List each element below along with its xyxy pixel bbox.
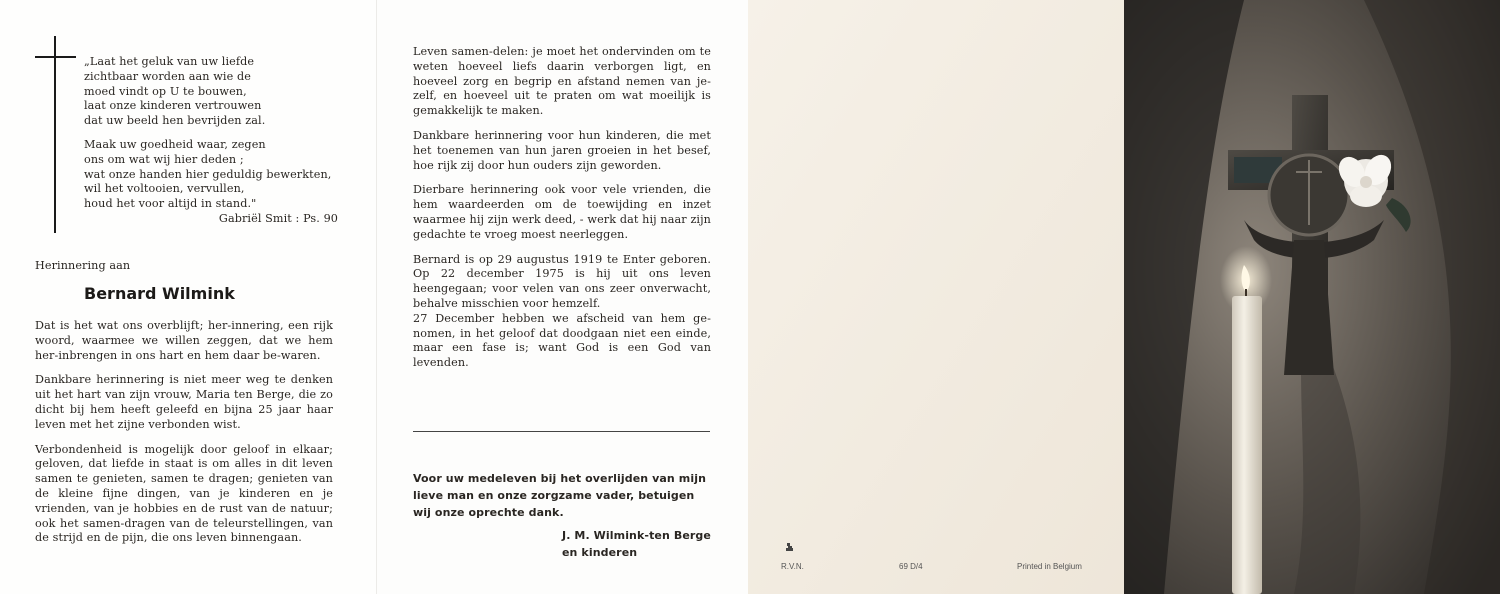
bio-paragraph: 27 December hebben we afscheid van hem ge-nomen, in het geloof dat doodgaan niet een einde, maar een fase is; want God is een God van levenden. [413, 311, 711, 370]
thanks-text: Voor uw medeleven bij het overlijden van mijn lieve man en onze zorgzame vader, betuigen wij onze oprechte dank. [413, 472, 707, 519]
left-page [0, 0, 376, 594]
poem-line: wil het voltooien, vervullen, [84, 182, 245, 196]
publisher-logo-icon [785, 542, 794, 552]
photo-panel [1124, 0, 1500, 594]
bio-paragraph: Bernard is op 29 augustus 1919 te Enter geboren. Op 22 december 1975 is hij uit ons leven heengegaan; voor velen van ons zeer onverwacht, behalve misschien voor hemzelf. [413, 252, 711, 310]
publisher-label: R.V.N. [781, 562, 804, 571]
body-paragraph: Dankbare herinnering voor hun kinderen, die met het toenemen van hun jaren groeien in het besef, hoe rijk zij door hun ouders zijn geworden. [413, 128, 711, 172]
poem-attribution: Gabriël Smit : Ps. 90 [218, 211, 338, 225]
body-paragraph: Dat is het wat ons overblijft; her-innering, een rijk woord, waarmee we willen zeggen, dat we hem her-inbrengen in ons hart en hem daar be-waren. [35, 319, 333, 362]
body-paragraph: Verbondenheid is mogelijk door geloof in elkaar; geloven, dat liefde in staat is om alles in dit leven samen te genieten, samen te dragen; genieten van de kleine fijne dingen, van je kinderen en je vrienden, van je hobbies en de rust van de natuur; ook het samen-dragen van de teleurstellingen, van de strijd en de pijn, die ons leven binnengaan. [35, 442, 333, 545]
print-code: 69 D/4 [899, 562, 923, 571]
poem [84, 55, 344, 227]
paper-texture [748, 0, 1124, 594]
divider [413, 431, 710, 432]
poem-line: ons om wat wij hier deden ; [84, 152, 244, 166]
poem-line: laat onze kinderen vertrouwen [84, 99, 262, 113]
poem-line: dat uw beeld hen bevrijden zal. [84, 114, 266, 128]
signer-name: J. M. Wilmink-ten Berge [562, 529, 711, 542]
right-body [413, 45, 711, 371]
signer-family: en kinderen [562, 546, 638, 559]
poem-line: Maak uw goedheid waar, zegen [84, 137, 266, 151]
memorial-intro: Herinnering aan [35, 259, 131, 272]
body-paragraph: Dierbare herinnering ook voor vele vrienden, die hem waardeerden om de toewijding en inzet waarmee hij zijn werk deed, - werk dat hij naar zijn gedachte te vroeg moest neerleggen. [413, 183, 711, 241]
poem-line: zichtbaar worden aan wie de [84, 69, 251, 83]
body-paragraph: Dankbare herinnering is niet meer weg te denken uit het hart van zijn vrouw, Maria ten Berge, die zo dicht bij hem heeft geleefd en bijna 25 jaar haar leven met het zijne verbonden wist. [35, 373, 333, 431]
poem-line: wat onze handen hier geduldig bewerkten, [84, 167, 332, 181]
body-paragraph: Leven samen-delen: je moet het ondervinden om te weten hoeveel liefs daarin verborgen ligt, en hoeveel zorg en begrip en afstand nemen van je-zelf, en hoeveel uit te praten om wat moeilijk is gemakkelijk te maken. [413, 45, 711, 118]
back-page [748, 0, 1124, 594]
left-body [35, 319, 333, 556]
signer [562, 527, 711, 561]
deceased-name: Bernard Wilmink [84, 284, 235, 303]
poem-line: houd het voor altijd in stand." [84, 197, 257, 211]
poem-line: moed vindt op U te bouwen, [84, 84, 247, 98]
poem-line: „Laat het geluk van uw liefde [84, 55, 255, 68]
memorial-photo [1124, 0, 1500, 594]
printed-in: Printed in Belgium [1017, 562, 1082, 571]
cross-icon [54, 36, 56, 233]
cross-icon-bar [35, 56, 76, 58]
